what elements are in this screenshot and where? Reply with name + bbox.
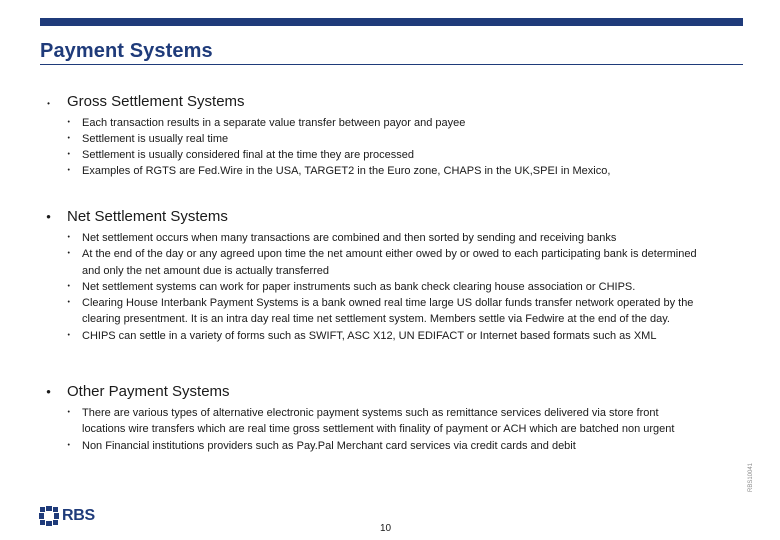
bullet-icon: •	[67, 299, 70, 307]
header-band	[40, 18, 743, 26]
list-item-text: CHIPS can settle in a variety of forms such as SWIFT, ASC X12, UN EDIFACT or Internet based formats such as XML	[82, 329, 657, 342]
list-item	[30, 438, 730, 454]
page-title: Payment Systems	[40, 40, 213, 62]
bullet-list	[30, 230, 730, 344]
list-item	[30, 230, 730, 246]
list-item-text: Non Financial institutions providers such as Pay.Pal Merchant card services via credit cards and debit	[82, 439, 576, 452]
bullet-icon: •	[67, 282, 70, 290]
bullet-icon: •	[46, 384, 51, 399]
list-item-text: Examples of RGTS are Fed.Wire in the USA, TARGET2 in the Euro zone, CHAPS in the UK,SPEI in Mexico,	[82, 165, 611, 177]
bullet-icon: •	[67, 234, 70, 241]
list-item-text: Clearing House Interbank Payment Systems is a bank owned real time large US dollar funds transfer network operated by the clearing presentment. It is an intra day real time net settlement system. Members settle via Fedwire at the end of the day.	[82, 297, 694, 326]
list-item-text: Each transaction results in a separate value transfer between payor and payee	[82, 117, 466, 129]
list-item	[30, 163, 730, 179]
list-item-text: There are various types of alternative electronic payment systems such as remittance services delivered via store front locations wire transfers which are real time gross settlement with finality of payment or ACH which are batched non urgent	[82, 407, 675, 436]
section-title: Other Payment Systems	[67, 383, 230, 400]
list-item	[30, 131, 730, 147]
document-code: RBS10041	[748, 462, 754, 492]
page-number: 10	[380, 523, 392, 534]
bullet-icon: •	[67, 441, 70, 449]
section-title: Gross Settlement Systems	[67, 93, 245, 110]
list-item	[30, 246, 730, 279]
list-item	[30, 147, 730, 163]
bullet-list	[30, 115, 730, 179]
bullet-icon: •	[67, 250, 70, 258]
list-item-text: Net settlement systems can work for paper instruments such as bank check clearing house association or CHIPS.	[82, 280, 636, 293]
bullet-icon: •	[47, 99, 50, 108]
list-item	[30, 115, 730, 131]
rbs-logo	[38, 505, 95, 527]
title-divider	[40, 64, 743, 65]
section-title: Net Settlement Systems	[67, 208, 228, 225]
bullet-icon: •	[67, 119, 70, 126]
bullet-icon: •	[67, 151, 70, 158]
list-item	[30, 405, 730, 438]
bullet-icon: •	[67, 331, 70, 339]
rbs-daisy-icon	[38, 505, 60, 527]
list-item-text: At the end of the day or any agreed upon time the net amount either owed by or owed to each participating bank is determined and only the net amount due is actually transferred	[82, 248, 697, 277]
bullet-icon: •	[67, 135, 70, 142]
section-gross-settlement	[30, 93, 730, 179]
section-other-payment	[30, 383, 730, 454]
section-net-settlement	[30, 208, 730, 344]
bullet-list	[30, 405, 730, 454]
list-item-text: Settlement is usually real time	[82, 133, 229, 145]
bullet-icon: •	[67, 409, 70, 416]
list-item-text: Net settlement occurs when many transactions are combined and then sorted by sending and receiving banks	[82, 232, 617, 244]
list-item-text: Settlement is usually considered final at the time they are processed	[82, 149, 415, 161]
logo-text: RBS	[62, 507, 95, 524]
bullet-icon: •	[67, 167, 70, 174]
list-item	[30, 328, 730, 344]
bullet-icon: •	[46, 209, 51, 224]
list-item	[30, 295, 730, 328]
list-item	[30, 279, 730, 295]
